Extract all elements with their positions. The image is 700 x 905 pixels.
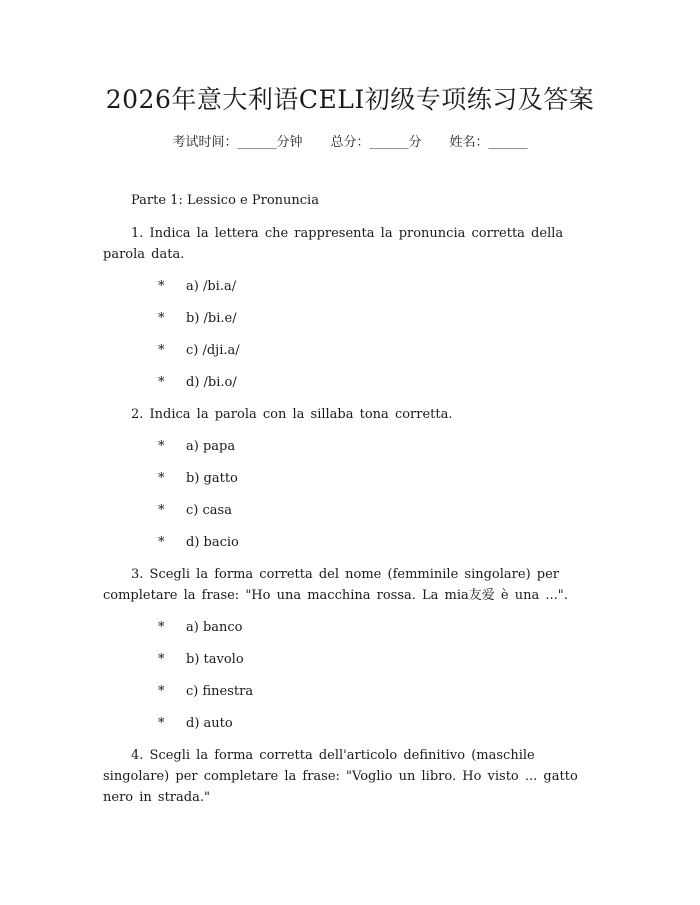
bullet-icon: * — [158, 375, 165, 390]
bullet-icon: * — [158, 439, 165, 454]
bullet-icon: * — [158, 311, 165, 326]
option-label: a) /bi.a/ — [186, 279, 237, 294]
option-2d — [158, 532, 603, 553]
bullet-icon: * — [158, 279, 165, 294]
option-label: d) bacio — [186, 535, 239, 550]
bullet-icon: * — [158, 343, 165, 358]
option-2a — [158, 436, 603, 457]
option-3c — [158, 681, 603, 702]
question-1: 1. Indica la lettera che rappresenta la pronuncia corretta della parola data. — [103, 226, 564, 262]
section-heading: Parte 1: Lessico e Pronuncia — [131, 193, 319, 208]
bullet-icon: * — [158, 684, 165, 699]
option-label: b) tavolo — [186, 652, 244, 667]
bullet-icon: * — [158, 471, 165, 486]
question-2: 2. Indica la parola con la sillaba tona corretta. — [131, 407, 453, 422]
document-title: 2026年意大利语CELI初级专项练习及答案 — [105, 85, 595, 114]
question-4: 4. Scegli la forma corretta dell'articolo definitivo (maschile singolare) per completare la frase: "Voglio un libro. Ho visto ... gatto nero in strada." — [103, 748, 578, 805]
option-label: a) papa — [186, 439, 236, 454]
bullet-icon: * — [158, 652, 165, 667]
exam-meta — [0, 131, 700, 150]
bullet-icon: * — [158, 503, 165, 518]
bullet-icon: * — [158, 620, 165, 635]
total-score-field: 总分：______分 — [330, 135, 422, 150]
option-label: c) /dji.a/ — [186, 343, 240, 358]
exam-time-field: 考试时间：______分钟 — [172, 135, 303, 150]
bullet-icon: * — [158, 535, 165, 550]
option-label: c) finestra — [186, 684, 254, 699]
option-label: d) /bi.o/ — [186, 375, 237, 390]
option-2c — [158, 500, 603, 521]
option-3a — [158, 617, 603, 638]
option-1d — [158, 372, 603, 393]
option-label: a) banco — [186, 620, 243, 635]
question-3: 3. Scegli la forma corretta del nome (femminile singolare) per completare la frase: "Ho una macchina rossa. La mia友爱 è una ...". — [103, 567, 568, 603]
option-1b — [158, 308, 603, 329]
option-3b — [158, 649, 603, 670]
option-3d — [158, 713, 603, 734]
option-1c — [158, 340, 603, 361]
student-name-field: 姓名：______ — [449, 135, 528, 150]
bullet-icon: * — [158, 716, 165, 731]
option-label: c) casa — [186, 503, 232, 518]
option-label: d) auto — [186, 716, 233, 731]
option-1a — [158, 276, 603, 297]
document-body — [103, 190, 603, 819]
option-label: b) gatto — [186, 471, 238, 486]
option-2b — [158, 468, 603, 489]
option-label: b) /bi.e/ — [186, 311, 237, 326]
